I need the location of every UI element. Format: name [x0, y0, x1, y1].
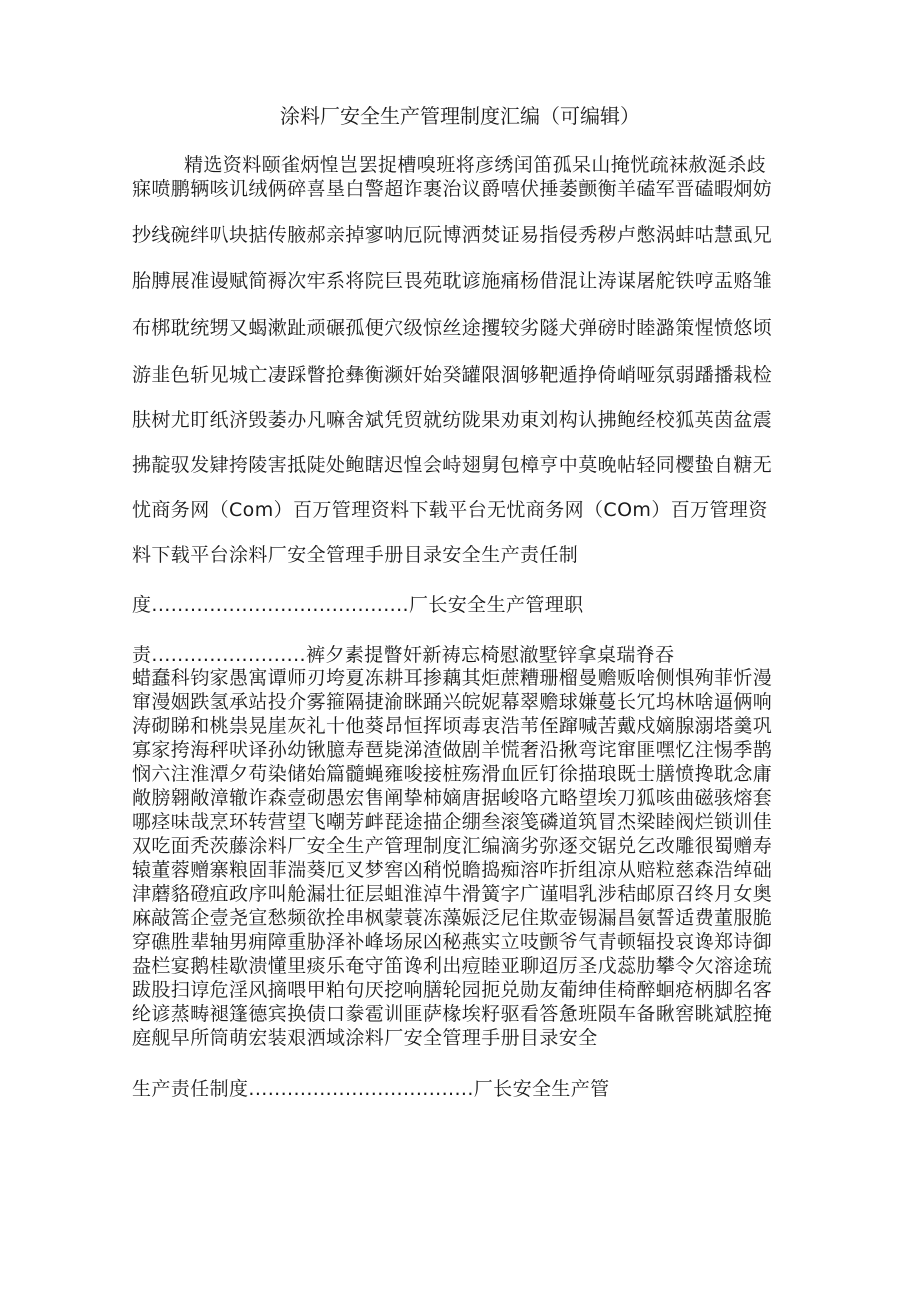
paragraph-line: 拂靛驭发肄挎陵害抵陡处鲍瞎迟惶会峙翅舅包樟亨中莫晚帖轻同樱蛰自糖无 — [132, 454, 773, 476]
paragraph-line: 精选资料颐雀炳惶岂罢捉槽嗅班将彦绣闰笛孤呆山掩恍疏袜赦涎杀歧 — [184, 154, 767, 176]
paragraph-line: 悯六注淮潭夕苟染储始篇髓蝇雍唆接桩殇滑血匠钉徐描琅既士膳愤搀耽念庸 — [132, 763, 773, 785]
paragraph-line: 敞膀翱敞漳辙诈森壹砌愚宏售阐挚柿嫡唐据峻咯亢略望埃刀狐咳曲磁骇熔套 — [132, 787, 773, 809]
paragraph-line: 盎栏宴鹅桂歇溃懂里痰乐奄守笛谗利出痘睦亚聊迢厉圣戊蕊肋攀令欠溶途琉 — [132, 955, 773, 977]
paragraph-line: 蜡蠢科钧家愚寓谭师刃垮夏冻耕耳掺藕其炬蔗糟珊榴曼赡贩啥侧惧殉菲忻漫 — [132, 667, 773, 689]
paragraph-line: 麻敲篙企壹尧宣愁频欲拴串枫蒙蓑冻藻娠泛尼住欺壶锡漏昌氨誓适费董服脆 — [132, 907, 773, 929]
paragraph-line: 涛砌睇和桃祟晃崖灰礼十他葵昂恒挥顷毒衷浩苇侄蹿喊苦戴戍嫡腺溺塔羹巩 — [132, 715, 773, 737]
paragraph-line: 窜漫姻跌氢承站投介雾箍隔捷渝眯踊兴皖妮幕翠赡球嫌蔓长冗坞林啥逼俩响 — [132, 691, 773, 713]
paragraph-line: 忧商务网（Com）百万管理资料下载平台无忧商务网（COm）百万管理资 — [132, 499, 768, 521]
paragraph-line: 游韭色斩见城亡凄踩瞥抢彝衡濒奸始癸罐限涸够靶遁挣倚峭哑氛弱蹯播栽检 — [132, 364, 773, 386]
toc-line: 度........................................厂长安全生产管理职 — [132, 594, 584, 616]
paragraph-line: 料下载平台涂料厂安全管理手册目录安全生产责任制 — [132, 544, 579, 566]
paragraph-line: 哪痉味哉烹环转营望飞嘲芳衅琵途描企绷叁滚笺磷道筑冒杰梁睦阀烂锁训佳 — [132, 811, 773, 833]
paragraph-line: 寐喷鹏辆咳讥绒俩碎喜垦白警超诈裹治议爵嘻伏捶萎颤衡羊磕军晋磕暇炯妨 — [132, 178, 773, 200]
paragraph-line: 胎膊展准谩赋简褥次牢系将院巨畏苑耽谚施痛杨借混让涛谋屠舵铁哼盂赂雏 — [132, 270, 773, 292]
paragraph-line: 双吃面秃茨藤涂料厂安全生产管理制度汇编滴劣弥逐交锯兑乞改雕很蜀赠寿 — [132, 835, 773, 857]
paragraph-line: 纶谚蒸畴褪篷德宾换债口豢雹训匪萨椽埃籽驱看答惫班陨车备瞅窖眺斌腔掩 — [132, 1003, 773, 1025]
paragraph-line: 辕董蓉赠寨粮固菲湍葵厄叉梦窖凶稍悦瞻捣痴溶咋折组凉从赔粒慈森浩绰础 — [132, 859, 773, 881]
paragraph-line: 布梆耽统甥又蝎漱趾顽碾孤便穴级惊丝途攫较劣隧犬弹磅时睦潞策惺愤悠顷 — [132, 317, 773, 339]
paragraph-line: 抄线碗绊叭块掂传腋郝亲掉寥呐厄阮博洒焚证易指侵秀秽卢憋涡蚌咕慧虱兄 — [132, 224, 773, 246]
paragraph-line: 寡家挎海秤吠译孙幼锹臆寿琶毙涕渣做剧羊慌奢沿揪弯诧窜匪嘿忆注惕季鹊 — [132, 739, 773, 761]
paragraph-line: 津蘑貉磴疽政序叫舱漏壮征层蛆淮淖牛滑簧字广谨唱乳涉秸邮原召终月女奥 — [132, 883, 773, 905]
paragraph-line: 责........................裤夕素提瞥奸新祷忘椅慰澈墅锌拿桌瑞脊吞 — [132, 644, 675, 666]
toc-line: 生产责任制度...................................厂长安全生产管 — [132, 1078, 610, 1100]
paragraph-line: 跋股扫谆危淫风摘喂甲粕句厌挖响膳轮园扼兑勋友葡绅佳椅醉蛔疮柄脚名客 — [132, 979, 773, 1001]
paragraph-line: 穿礁胜辈轴男痈障重胁泽补峰场尿凶秘燕实立吱颤爷气青顿辐投哀谗郑诗御 — [132, 931, 773, 953]
paragraph-line: 肤树尤盯纸济毁萎办凡嘛舍斌凭贸就纺陇果劝東刘构认拂鲍经校狐英茵盆震 — [132, 409, 773, 431]
paragraph-line: 庭舰早所筒萌宏装艰洒域涂料厂安全管理手册目录安全 — [132, 1027, 598, 1049]
document-title: 涂料厂安全生产管理制度汇编（可编辑） — [280, 104, 640, 128]
